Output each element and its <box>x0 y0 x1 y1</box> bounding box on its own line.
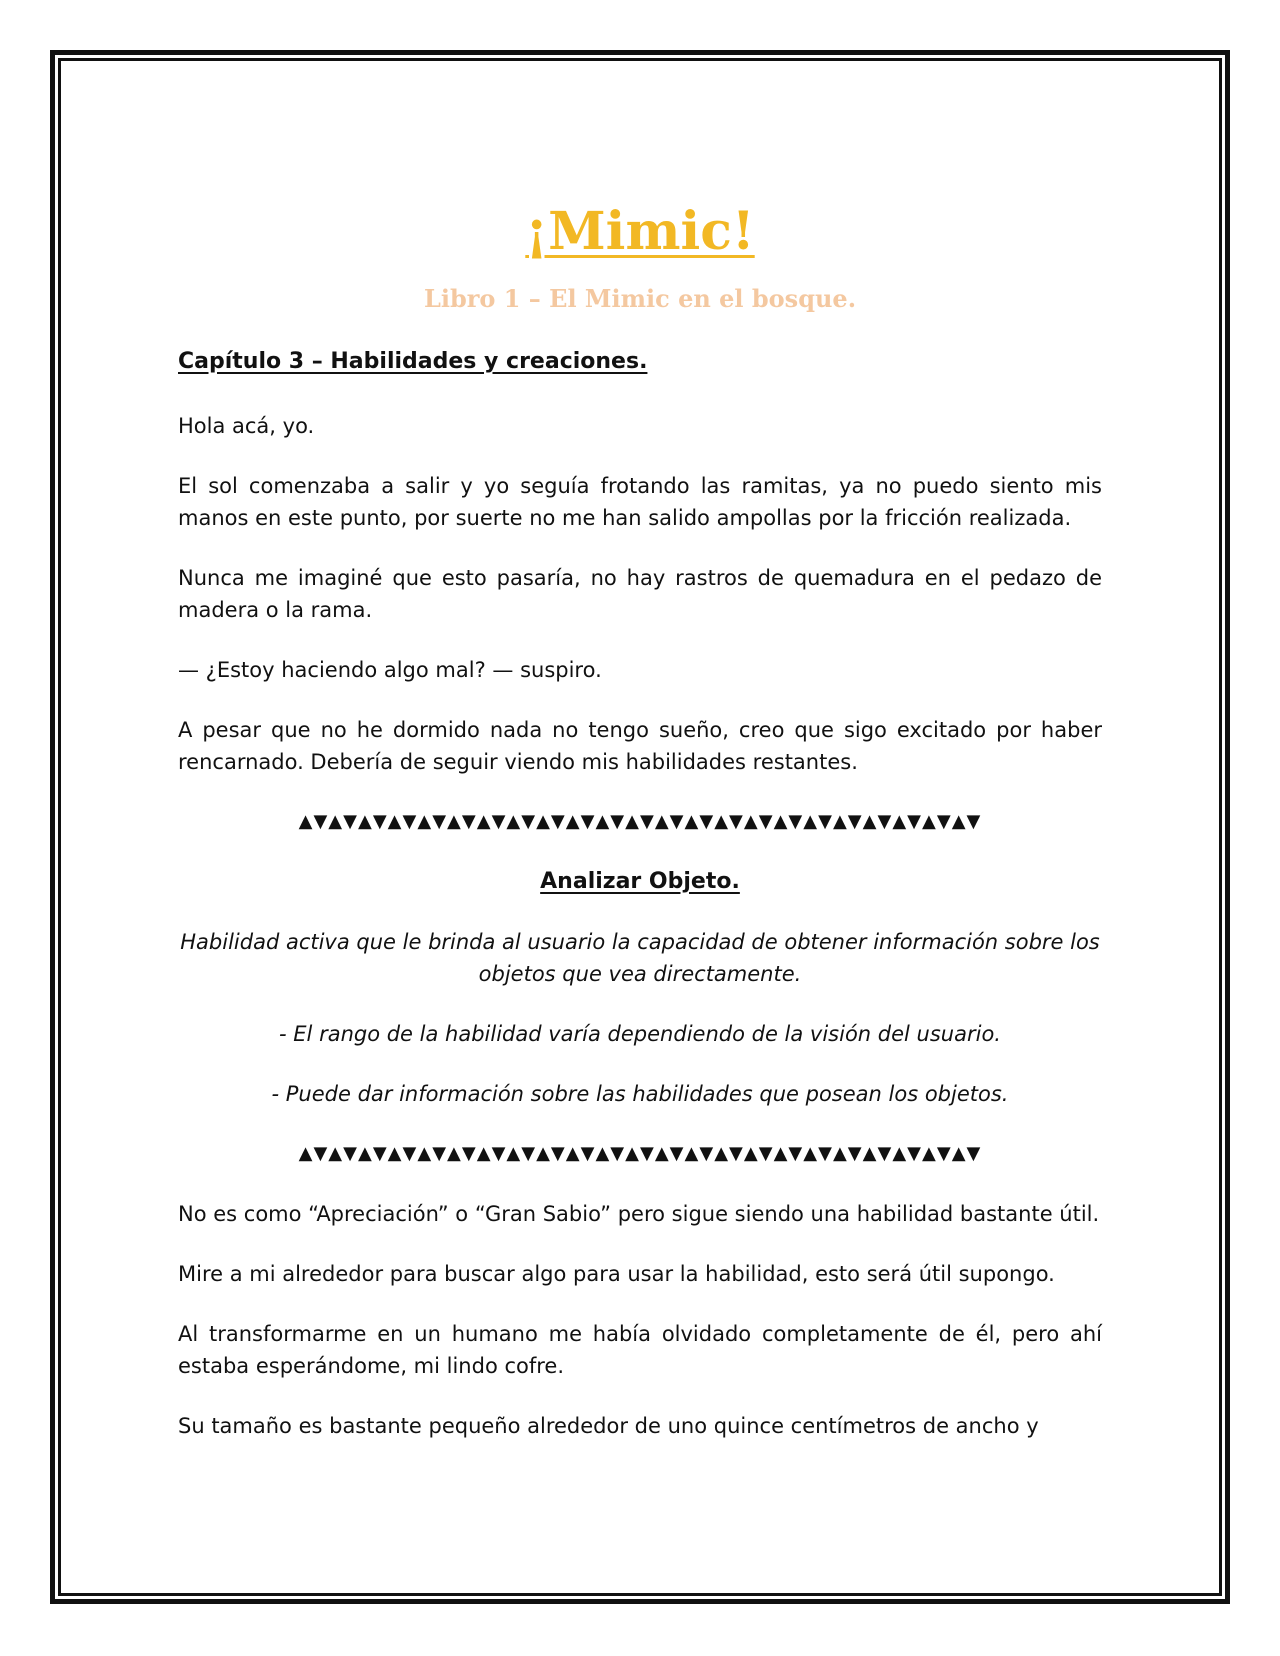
paragraph: Al transformarme en un humano me había olvidado completamente de él, pero ahí estaba esperándome, mi lindo cofre. <box>178 1322 1102 1378</box>
paragraph: Mire a mi alrededor para buscar algo para usar la habilidad, esto será útil supongo. <box>178 1262 1055 1286</box>
document-subtitle: Libro 1 – El Mimic en el bosque. <box>423 284 857 313</box>
skill-description: Habilidad activa que le brinda al usuario la capacidad de obtener información sobre los objetos que vea directamente. <box>180 930 1100 986</box>
chapter-heading: Capítulo 3 – Habilidades y creaciones. <box>178 349 648 374</box>
skill-name: Analizar Objeto. <box>540 869 740 894</box>
triangle-divider: ▲▼▲▼▲▼▲▼▲▼▲▼▲▼▲▼▲▼▲▼▲▼▲▼▲▼▲▼▲▼▲▼▲▼▲▼▲▼▲▼▲▼▲▼▲▼ <box>298 811 982 832</box>
paragraph: El sol comenzaba a salir y yo seguía frotando las ramitas, ya no puedo siento mis manos en este punto, por suerte no me han salido ampollas por la fricción realizada. <box>178 474 1102 530</box>
paragraph: No es como “Apreciación” o “Gran Sabio” pero sigue siendo una habilidad bastante útil. <box>178 1202 1100 1226</box>
paragraph: Hola acá, yo. <box>178 414 315 438</box>
document-title: ¡Mimic! <box>525 201 755 262</box>
skill-bullet: - Puede dar información sobre las habilidades que posean los objetos. <box>271 1082 1009 1106</box>
paragraph: A pesar que no he dormido nada no tengo sueño, creo que sigo excitado por haber rencarnado. Debería de seguir viendo mis habilidades restantes. <box>178 718 1102 774</box>
document-body <box>178 200 1102 1442</box>
paragraph: Su tamaño es bastante pequeño alrededor de uno quince centímetros de ancho y <box>178 1414 1039 1438</box>
triangle-divider: ▲▼▲▼▲▼▲▼▲▼▲▼▲▼▲▼▲▼▲▼▲▼▲▼▲▼▲▼▲▼▲▼▲▼▲▼▲▼▲▼▲▼▲▼▲▼ <box>298 1143 982 1164</box>
paragraph: Nunca me imaginé que esto pasaría, no hay rastros de quemadura en el pedazo de madera o la rama. <box>178 566 1102 622</box>
paragraph: — ¿Estoy haciendo algo mal? — suspiro. <box>178 658 602 682</box>
skill-bullet: - El rango de la habilidad varía dependiendo de la visión del usuario. <box>279 1022 1001 1046</box>
